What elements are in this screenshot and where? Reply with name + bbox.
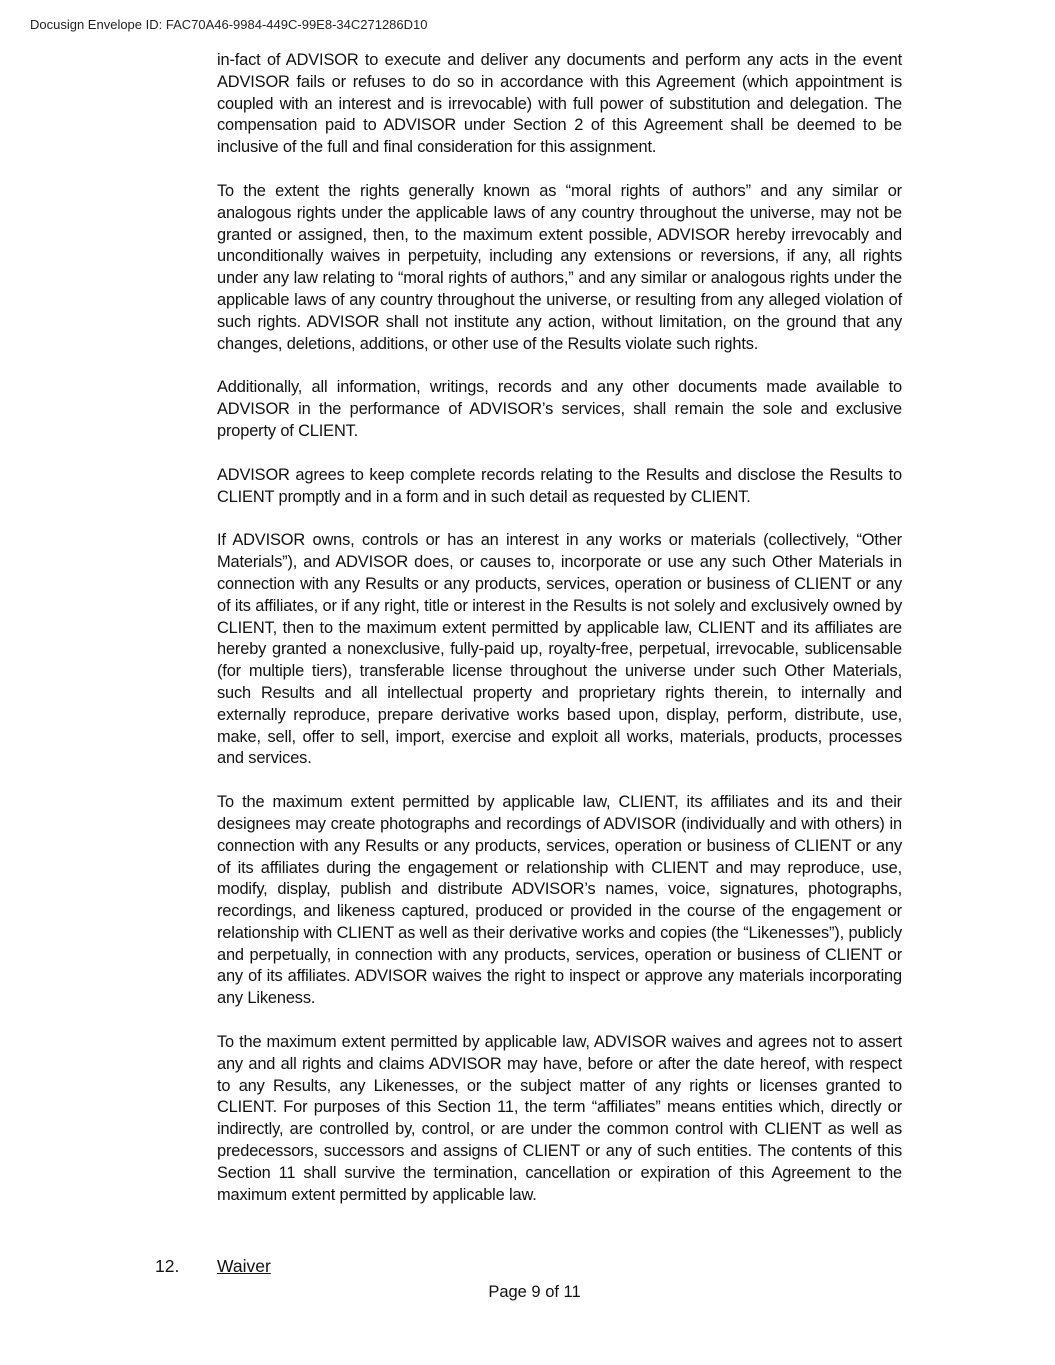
paragraph-information-property: Additionally, all information, writings, records and any other documents made available to ADVISOR in the performance of ADVISOR’s services, shall remain the sole and exclusive property of CLIENT. bbox=[217, 378, 902, 440]
paragraph-likenesses: To the maximum extent permitted by applicable law, CLIENT, its affiliates and its and their designees may create photographs and recordings of ADVISOR (individually and with others) in connection with any Results or any products, services, operation or business of CLIENT or any of its affiliates during the engagement or relationship with CLIENT and may reproduce, use, modify, display, publish and distribute ADVISOR’s names, voice, signatures, photographs, recordings, and likeness captured, produced or provided in the course of the engagement or relationship with CLIENT as well as their derivative works and copies (the “Likenesses”), publicly and perpetually, in connection with any products, services, operation or business of CLIENT or any of its affiliates. ADVISOR waives the right to inspect or approve any materials incorporating any Likeness. bbox=[217, 793, 902, 1008]
page-number-footer: Page 9 of 11 bbox=[488, 1283, 581, 1301]
document-body bbox=[217, 50, 902, 1228]
paragraph-waiver-of-claims: To the maximum extent permitted by applicable law, ADVISOR waives and agrees not to assert any and all rights and claims ADVISOR may have, before or after the date hereof, with respect to any Results, any Likenesses, or the subject matter of any rights or licenses granted to CLIENT. For purposes of this Section 11, the term “affiliates” means entities which, directly or indirectly, are controlled by, control, or are under the common control with CLIENT as well as predecessors, successors and assigns of CLIENT or any of such entities. The contents of this Section 11 shall survive the termination, cancellation or expiration of this Agreement to the maximum extent permitted by applicable law. bbox=[217, 1033, 902, 1204]
paragraph-records: ADVISOR agrees to keep complete records relating to the Results and disclose the Results to CLIENT promptly and in a form and in such detail as requested by CLIENT. bbox=[217, 465, 902, 506]
paragraph-other-materials: If ADVISOR owns, controls or has an interest in any works or materials (collectively, “Other Materials”), and ADVISOR does, or causes to, incorporate or use any such Other Materials in connection with any Results or any products, services, operation or business of CLIENT or any of its affiliates, or if any right, title or interest in the Results is not solely and exclusively owned by CLIENT, then to the maximum extent permitted by applicable law, CLIENT and its affiliates are hereby granted a nonexclusive, fully-paid up, royalty-free, perpetual, irrevocable, sublicensable (for multiple tiers), transferable license throughout the universe under such Other Materials, such Results and all intellectual property and proprietary rights therein, to internally and externally reproduce, prepare derivative works based upon, display, perform, distribute, use, make, sell, offer to sell, import, exercise and exploit all works, materials, products, processes and services. bbox=[217, 531, 902, 768]
paragraph-moral-rights: To the extent the rights generally known as “moral rights of authors” and any similar or analogous rights under the applicable laws of any country throughout the universe, may not be granted or assigned, then, to the maximum extent possible, ADVISOR hereby irrevocably and unconditionally waives in perpetuity, including any extensions or reversions, if any, all rights under any law relating to “moral rights of authors,” and any similar or analogous rights under the applicable laws of any country throughout the universe, or resulting from any alleged violation of such rights. ADVISOR shall not institute any action, without limitation, on the ground that any changes, deletions, additions, or other use of the Results violate such rights. bbox=[217, 181, 902, 353]
section-number: 12. bbox=[155, 1256, 180, 1276]
paragraph-assignment-power: in-fact of ADVISOR to execute and deliver any documents and perform any acts in the event ADVISOR fails or refuses to do so in accordance with this Agreement (which appointment is coupled with an interest and is irrevocable) with full power of substitution and delegation. The compensation paid to ADVISOR under Section 2 of this Agreement shall be deemed to be inclusive of the full and final consideration for this assignment. bbox=[217, 51, 902, 157]
section-title: Waiver bbox=[217, 1256, 271, 1276]
envelope-id-header: Docusign Envelope ID: FAC70A46-9984-449C-99E8-34C271286D10 bbox=[30, 17, 428, 32]
